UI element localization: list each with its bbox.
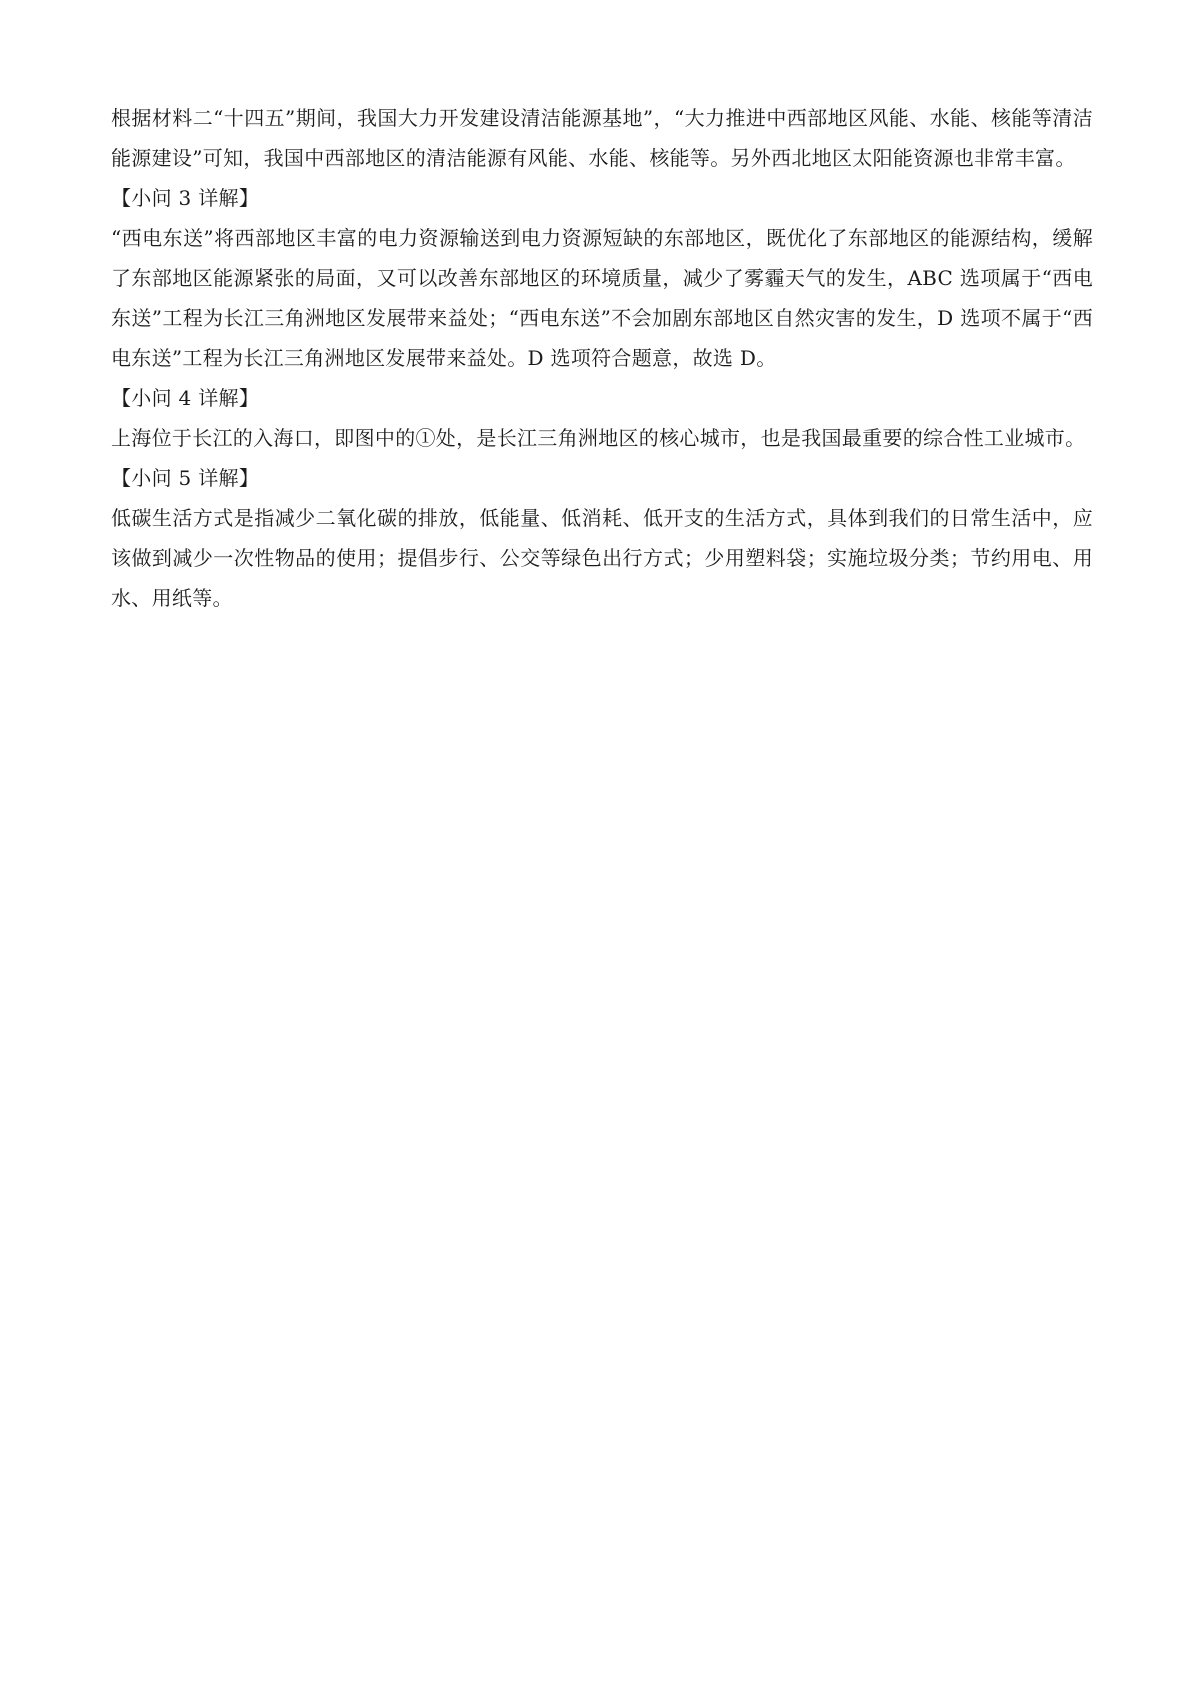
answer-explanation: [111, 98, 1093, 618]
paragraph-shanghai: 上海位于长江的入海口，即图中的①处，是长江三角洲地区的核心城市，也是我国最重要的综合性工业城市。: [111, 426, 1086, 450]
heading-question-4: 【小问 4 详解】: [111, 386, 260, 410]
heading-question-3: 【小问 3 详解】: [111, 186, 260, 210]
paragraph-west-east-power: “西电东送”将西部地区丰富的电力资源输送到电力资源短缺的东部地区，既优化了东部地区的能源结构，缓解了东部地区能源紧张的局面，又可以改善东部地区的环境质量，减少了雾霾天气的发生，ABC 选项属于“西电东送”工程为长江三角洲地区发展带来益处；“西电东送”不会加剧东部地区自然灾害的发生，D 选项不属于“西电东送”工程为长江三角洲地区发展带来益处。D 选项符合题意，故选 D。: [111, 226, 1093, 370]
heading-question-5: 【小问 5 详解】: [111, 466, 260, 490]
paragraph-clean-energy: 根据材料二“十四五”期间，我国大力开发建设清洁能源基地”，“大力推进中西部地区风能、水能、核能等清洁能源建设”可知，我国中西部地区的清洁能源有风能、水能、核能等。另外西北地区太阳能资源也非常丰富。: [111, 106, 1093, 170]
paragraph-low-carbon: 低碳生活方式是指减少二氧化碳的排放，低能量、低消耗、低开支的生活方式，具体到我们的日常生活中，应该做到减少一次性物品的使用；提倡步行、公交等绿色出行方式；少用塑料袋；实施垃圾分类；节约用电、用水、用纸等。: [111, 506, 1093, 610]
